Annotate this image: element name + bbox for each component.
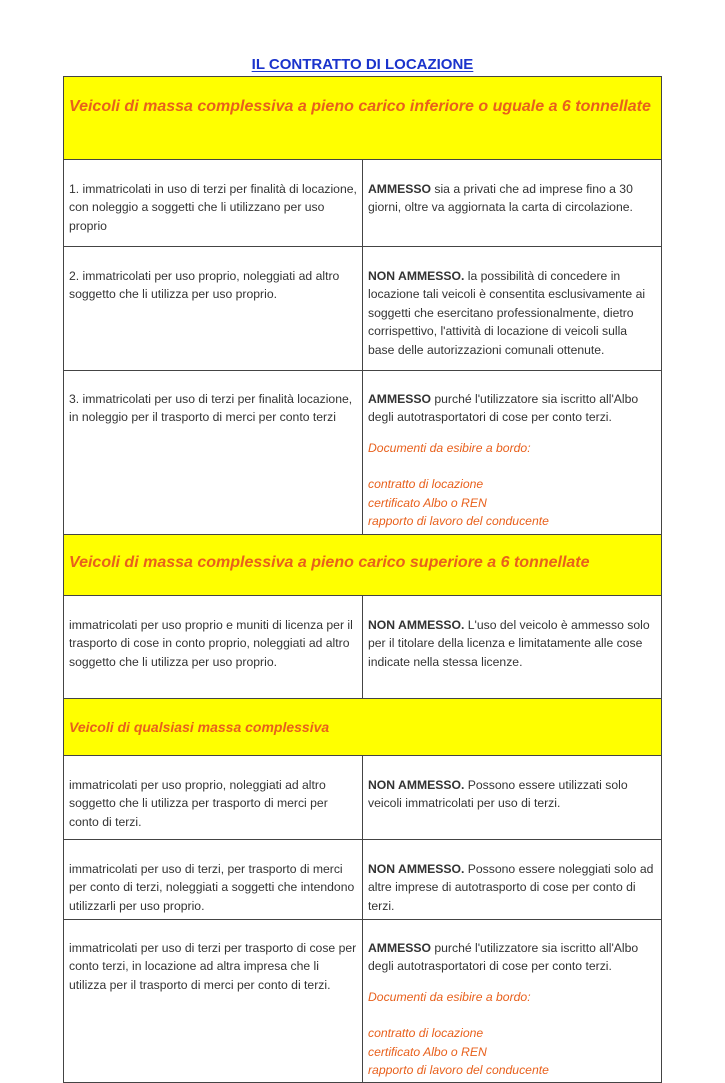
section-heading: Veicoli di qualsiasi massa complessiva	[64, 699, 662, 756]
verdict-label: NON AMMESSO.	[368, 778, 465, 792]
rental-rules-table	[63, 76, 662, 1083]
row-condition: immatricolati per uso proprio e muniti di licenza per il trasporto di cose in conto proprio, noleggiati ad altro soggetto che li utilizza per uso proprio.	[64, 596, 363, 699]
row-condition: immatricolati per uso di terzi, per trasporto di merci per conto di terzi, noleggiati a soggetti che intendono utilizzarli per uso proprio.	[64, 840, 363, 920]
table-row	[64, 756, 662, 840]
verdict-label: AMMESSO	[368, 182, 431, 196]
row-outcome	[363, 756, 662, 840]
verdict-label: AMMESSO	[368, 392, 431, 406]
row-condition: 3. immatricolati per uso di terzi per finalità locazione, in noleggio per il trasporto di merci per conto terzi	[64, 371, 363, 535]
verdict-detail: Possono essere noleggiati solo ad altre imprese di autotrasporto di cose per conto di terzi.	[368, 862, 654, 913]
document-item: certificato Albo o REN	[368, 1044, 487, 1059]
row-condition: 1. immatricolati in uso di terzi per finalità di locazione, con noleggio a soggetti che li utilizzano per uso proprio	[64, 160, 363, 247]
row-condition: 2. immatricolati per uso proprio, noleggiati ad altro soggetto che li utilizza per uso proprio.	[64, 247, 363, 371]
document-title: IL CONTRATTO DI LOCAZIONE	[251, 56, 474, 73]
verdict-detail: Possono essere utilizzati solo veicoli immatricolati per uso di terzi.	[368, 778, 628, 811]
document-item: contratto di locazione	[368, 1026, 484, 1041]
section-header-row	[64, 699, 662, 756]
section-heading: Veicoli di massa complessiva a pieno carico inferiore o uguale a 6 tonnellate	[64, 77, 662, 160]
row-outcome	[363, 247, 662, 371]
documents-label: Documenti da esibire a bordo:	[368, 440, 531, 455]
table-row	[64, 840, 662, 920]
verdict-label: NON AMMESSO.	[368, 862, 465, 876]
document-item: rapporto di lavoro del conducente	[368, 1063, 549, 1078]
documents-list	[368, 1024, 656, 1079]
verdict-label: NON AMMESSO.	[368, 618, 465, 632]
section-header-row	[64, 535, 662, 596]
verdict-detail: sia a privati che ad imprese fino a 30 giorni, oltre va aggiornata la carta di circolazione.	[368, 182, 633, 215]
row-condition: immatricolati per uso di terzi per trasporto di cose per conto terzi, in locazione ad altra impresa che li utilizza per il trasporto di merci per conto di terzi.	[64, 920, 363, 1083]
documents-label: Documenti da esibire a bordo:	[368, 989, 531, 1004]
table-row	[64, 371, 662, 535]
table-row	[64, 160, 662, 247]
section-header-row	[64, 77, 662, 160]
table-row	[64, 596, 662, 699]
document-item: rapporto di lavoro del conducente	[368, 514, 549, 529]
row-condition: immatricolati per uso proprio, noleggiati ad altro soggetto che li utilizza per trasporto di merci per conto di terzi.	[64, 756, 363, 840]
verdict-detail: L'uso del veicolo è ammesso solo per il titolare della licenza e limitatamente alle cose indicate nella stessa licenze.	[368, 618, 650, 669]
verdict-detail: purché l'utilizzatore sia iscritto all'Albo degli autotrasportatori di cose per conto terzi.	[368, 392, 639, 425]
row-outcome	[363, 840, 662, 920]
document-item: contratto di locazione	[368, 477, 484, 492]
verdict-label: AMMESSO	[368, 941, 431, 955]
document-item: certificato Albo o REN	[368, 495, 487, 510]
row-outcome	[363, 160, 662, 247]
verdict-detail: la possibilità di concedere in locazione tali veicoli è consentita esclusivamente ai soggetti che esercitano professionalmente, dietro corrispettivo, l'attività di locazione di veicoli sulla base delle autorizzazioni comunali ottenute.	[368, 269, 646, 357]
section-heading: Veicoli di massa complessiva a pieno carico superiore a 6 tonnellate	[64, 535, 662, 596]
verdict-label: NON AMMESSO.	[368, 269, 465, 283]
verdict-detail: purché l'utilizzatore sia iscritto all'Albo degli autotrasportatori di cose per conto terzi.	[368, 941, 639, 974]
table-row	[64, 920, 662, 1083]
row-outcome	[363, 596, 662, 699]
documents-list	[368, 475, 656, 530]
table-row	[64, 247, 662, 371]
row-outcome	[363, 371, 662, 535]
row-outcome	[363, 920, 662, 1083]
